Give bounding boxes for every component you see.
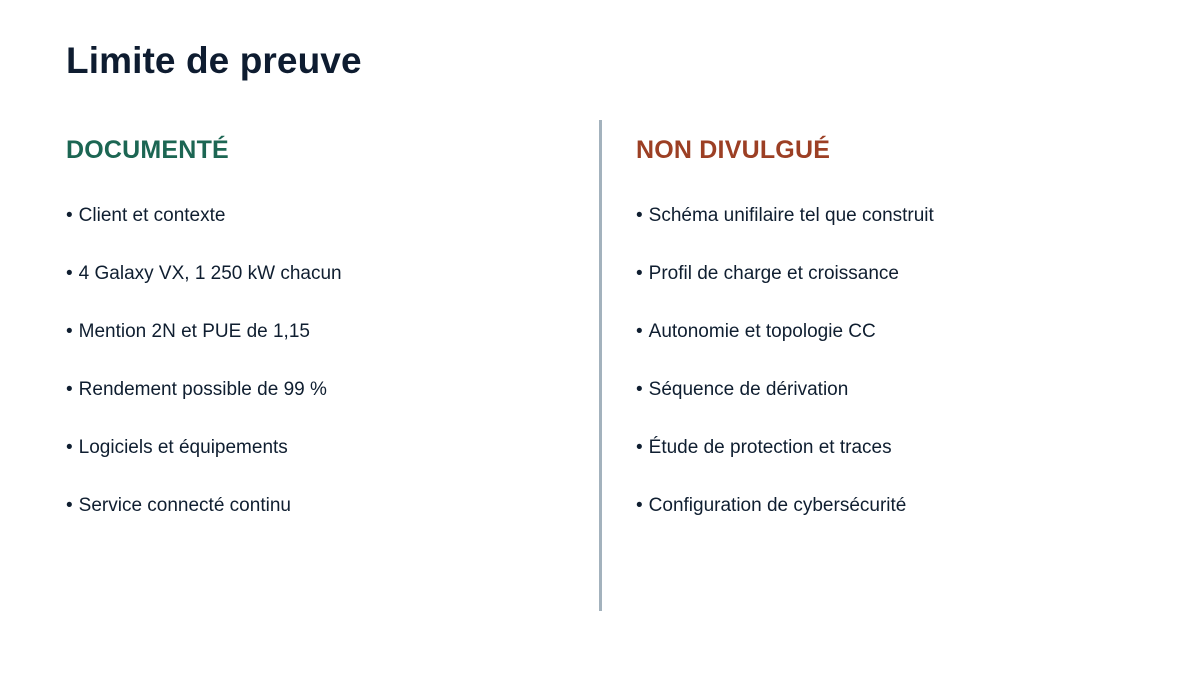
bullet-icon: • xyxy=(66,495,73,516)
undisclosed-heading: NON DIVULGUÉ xyxy=(636,136,831,164)
list-item xyxy=(66,494,342,552)
list-item xyxy=(636,494,934,552)
bullet-icon: • xyxy=(636,263,643,284)
bullet-icon: • xyxy=(636,321,643,342)
list-item xyxy=(636,204,934,262)
bullet-icon: • xyxy=(66,263,73,284)
list-item-text: Autonomie et topologie CC xyxy=(648,321,876,342)
list-item-text: Séquence de dérivation xyxy=(648,379,849,400)
documented-list xyxy=(66,204,342,552)
bullet-icon: • xyxy=(636,495,643,516)
list-item xyxy=(66,320,342,378)
undisclosed-column xyxy=(636,134,934,552)
list-item xyxy=(66,436,342,494)
list-item-text: Service connecté continu xyxy=(78,495,291,516)
list-item-text: Schéma unifilaire tel que construit xyxy=(648,205,934,226)
bullet-icon: • xyxy=(66,321,73,342)
list-item-text: Rendement possible de 99 % xyxy=(78,379,327,400)
documented-heading: DOCUMENTÉ xyxy=(66,136,229,164)
column-divider xyxy=(599,120,602,611)
list-item xyxy=(66,378,342,436)
list-item xyxy=(66,262,342,320)
undisclosed-list xyxy=(636,204,934,552)
list-item-text: 4 Galaxy VX, 1 250 kW chacun xyxy=(78,263,342,284)
documented-column xyxy=(66,134,342,552)
bullet-icon: • xyxy=(636,379,643,400)
bullet-icon: • xyxy=(636,205,643,226)
list-item-text: Logiciels et équipements xyxy=(78,437,288,458)
list-item xyxy=(636,320,934,378)
bullet-icon: • xyxy=(66,205,73,226)
list-item-text: Client et contexte xyxy=(78,205,226,226)
list-item-text: Mention 2N et PUE de 1,15 xyxy=(78,321,310,342)
list-item-text: Profil de charge et croissance xyxy=(648,263,899,284)
bullet-icon: • xyxy=(66,437,73,458)
slide-title: Limite de preuve xyxy=(66,40,362,81)
list-item xyxy=(66,204,342,262)
bullet-icon: • xyxy=(636,437,643,458)
list-item-text: Étude de protection et traces xyxy=(648,437,892,458)
bullet-icon: • xyxy=(66,379,73,400)
list-item xyxy=(636,262,934,320)
list-item-text: Configuration de cybersécurité xyxy=(648,495,907,516)
list-item xyxy=(636,436,934,494)
list-item xyxy=(636,378,934,436)
